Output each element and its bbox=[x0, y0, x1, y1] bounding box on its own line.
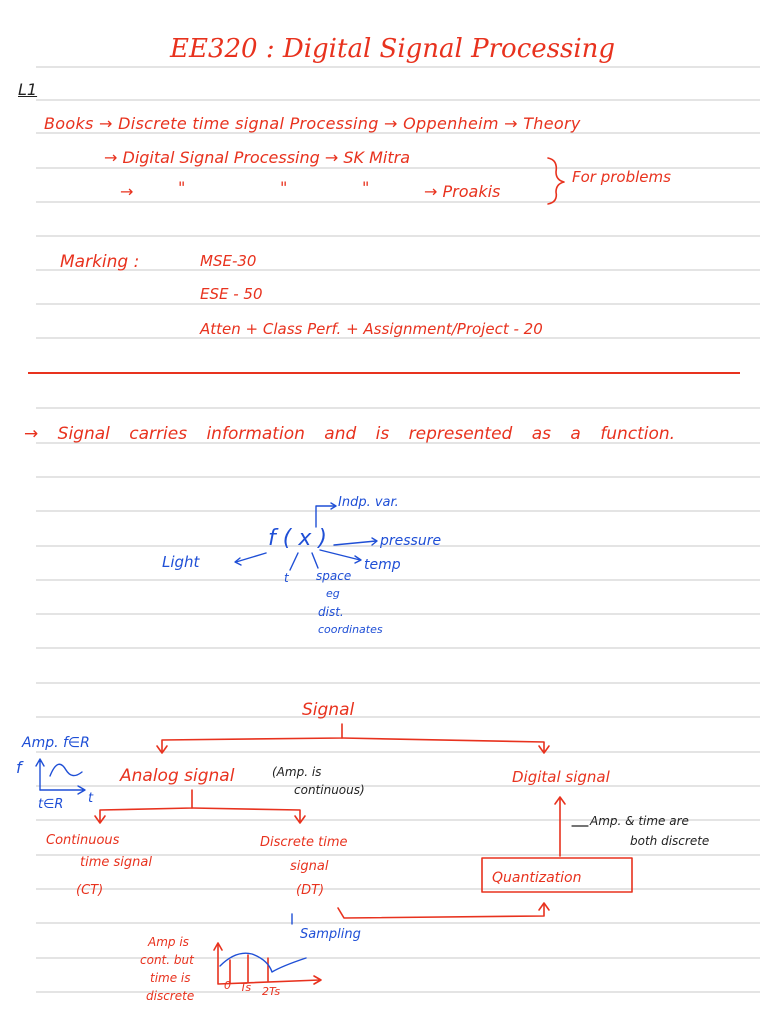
dist-label: dist. bbox=[318, 605, 344, 619]
lecture-number: L1 bbox=[18, 80, 38, 99]
marking-label: Marking : bbox=[60, 252, 140, 272]
books-line-2: → Digital Signal Processing → SK Mitra bbox=[104, 148, 410, 167]
tick-2ts: 2Ts bbox=[262, 985, 281, 998]
amp-cont-4: discrete bbox=[146, 989, 195, 1003]
space-label: space bbox=[316, 569, 352, 583]
t-label: t bbox=[284, 571, 289, 585]
amp-label: Amp. f∈R bbox=[22, 735, 90, 751]
analog-note-2: continuous) bbox=[294, 783, 365, 797]
amp-cont-1: Amp is bbox=[148, 935, 189, 949]
digital-signal: Digital signal bbox=[512, 768, 610, 786]
books-line-1: Books → Discrete time signal Processing → Oppenheim → Theory bbox=[44, 114, 581, 133]
tick-ts: Ts bbox=[240, 981, 252, 994]
t-domain-label: t∈R bbox=[38, 797, 64, 812]
marking-other: Atten + Class Perf. + Assignment/Project - 20 bbox=[200, 320, 543, 338]
amp-cont-3: time is bbox=[150, 971, 191, 985]
tick-zero: 0 bbox=[224, 979, 231, 992]
light-label: Light bbox=[162, 553, 200, 571]
books-line-3-end: → Proakis bbox=[424, 182, 501, 201]
independent-variable-label: Indp. var. bbox=[338, 495, 399, 510]
ditto-mark: " bbox=[280, 178, 288, 197]
signal-root: Signal bbox=[302, 700, 355, 720]
ct-line-1: Continuous bbox=[46, 833, 120, 848]
marking-ese: ESE - 50 bbox=[200, 285, 263, 303]
ditto-mark: " bbox=[362, 178, 370, 197]
dt-line-2: signal bbox=[290, 859, 329, 874]
page-title: EE320 : Digital Signal Processing bbox=[170, 34, 616, 64]
marking-mse: MSE-30 bbox=[200, 252, 257, 270]
analog-note-1: (Amp. is bbox=[272, 765, 322, 779]
sampling-label: Sampling bbox=[300, 927, 361, 942]
quantization-label: Quantization bbox=[492, 870, 582, 886]
function-expression: f ( x ) bbox=[268, 526, 327, 551]
ditto-mark: " bbox=[178, 178, 186, 197]
bracket-note: For problems bbox=[572, 168, 671, 186]
temp-label: temp bbox=[364, 557, 401, 573]
signal-definition: → Signal carries information and is represented as a function. bbox=[24, 424, 676, 444]
analog-signal: Analog signal bbox=[120, 766, 235, 786]
dt-line-1: Discrete time bbox=[260, 835, 348, 850]
dt-line-3: (DT) bbox=[296, 883, 325, 898]
books-line-3-arrow: → bbox=[120, 182, 134, 201]
coordinates-label: coordinates bbox=[318, 623, 383, 636]
pressure-label: pressure bbox=[380, 533, 442, 549]
digital-note-1: Amp. & time are bbox=[590, 814, 689, 828]
amp-cont-2: cont. but bbox=[140, 953, 194, 967]
digital-note-2: both discrete bbox=[630, 834, 710, 848]
t-axis-label: t bbox=[88, 791, 94, 806]
ct-line-3: (CT) bbox=[76, 883, 104, 898]
f-axis-label: f bbox=[16, 758, 22, 777]
eg-label: eg bbox=[326, 587, 340, 600]
ct-line-2: time signal bbox=[80, 855, 152, 870]
